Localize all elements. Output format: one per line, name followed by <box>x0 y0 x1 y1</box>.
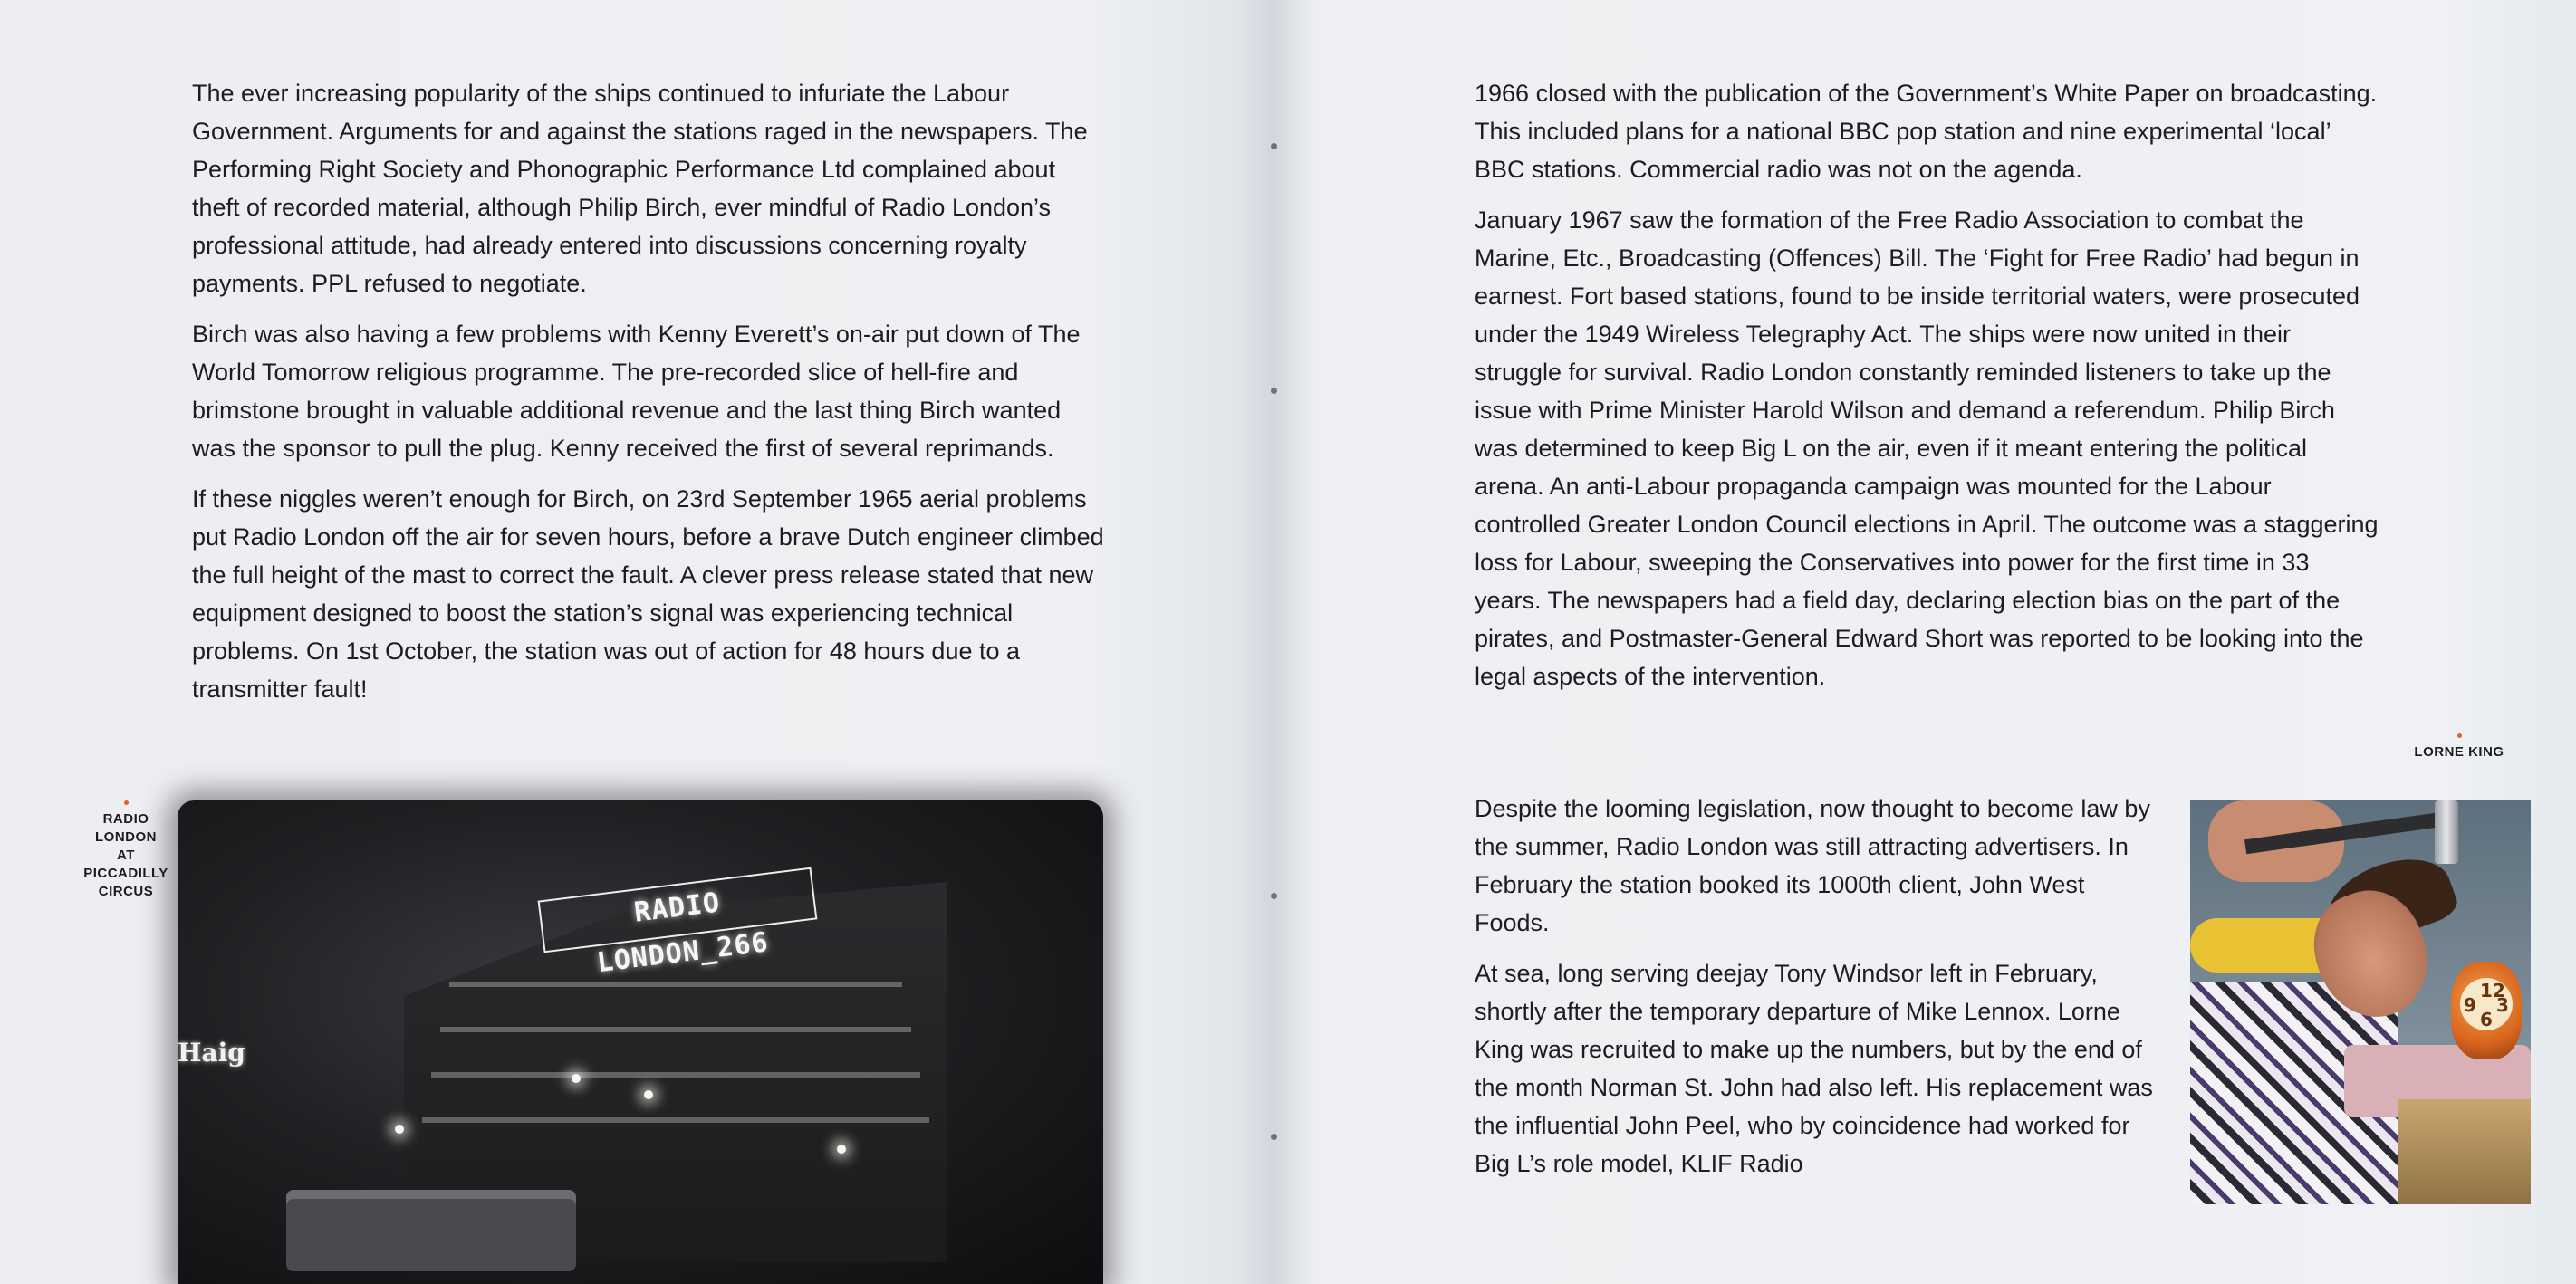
hammer-head-icon <box>2435 800 2458 864</box>
photo-haig-sign: Haig <box>178 1038 245 1068</box>
photo-window-row <box>431 1072 920 1078</box>
alarm-clock-icon <box>2451 962 2522 1059</box>
paragraph: Birch was also having a few problems with Kenny Everett’s on-air put down of The World Tomorrow religious programme. The pre-recorded slice of hell-fire and brimstone brought in valuable additional revenue and the last thing Birch wanted was the sponsor to pull the plug. Kenny received the first of several reprimands. <box>192 321 1081 462</box>
photo-window-row <box>422 1117 929 1123</box>
photo-street-lamp <box>395 1125 404 1134</box>
caption-line: PICCADILLY <box>83 866 168 881</box>
photo-bus <box>286 1190 576 1271</box>
clock-face: 12 3 6 9 <box>2460 978 2513 1030</box>
photo-caption-piccadilly <box>76 800 176 901</box>
binding-staple-icon <box>1271 1134 1277 1140</box>
photo-street-lamp <box>644 1090 653 1099</box>
caption-line: LORNE KING <box>2414 744 2504 760</box>
photo-caption-lorne-king <box>2391 733 2527 762</box>
paragraph: Despite the looming legislation, now thought to become law by the summer, Radio London was still attracting advertisers. In February the station booked its 1000th client, John West Foods. <box>1475 795 2150 936</box>
paragraph: January 1967 saw the formation of the Free Radio Association to combat the Marine, Etc., Broadcasting (Offences) Bill. The ‘Fight for Free Radio’ had begun in earnest. Fort based stations, found to be inside territorial waters, were prosecuted under the 1949 Wireless Telegraphy Act. The ships were now united in their struggle for survival. Radio London constantly reminded listeners to take up the issue with Prime Minister Harold Wilson and demand a referendum. Philip Birch was determined to keep Big L on the air, even if it meant entering the political arena. An anti-Labour propaganda campaign was mounted for the Labour controlled Greater London Council elections in April. The outcome was a staggering loss for Labour, sweeping the Conservatives into power for the first time in 33 years. The newspapers had a field day, declaring election bias on the part of the pirates, and Postmaster-General Edward Short was reported to be looking into the legal aspects of the intervention. <box>1475 206 2379 690</box>
caption-line: CIRCUS <box>98 884 154 899</box>
photo-bed <box>2398 1099 2531 1204</box>
binding-staple-icon <box>1271 143 1277 149</box>
caption-bullet-icon <box>124 800 129 805</box>
paragraph: If these niggles weren’t enough for Birch, on 23rd September 1965 aerial problems put Radio London off the air for seven hours, before a brave Dutch engineer climbed the full height of the mast to correct the fault. A clever press release stated that new equipment designed to boost the station’s signal was experiencing technical problems. On 1st October, the station was out of action for 48 hours due to a transmitter fault! <box>192 485 1104 703</box>
paragraph: At sea, long serving deejay Tony Windsor left in February, shortly after the temporary departure of Mike Lennox. Lorne King was recruited to make up the numbers, but by the end of the month Norman St. John had also left. His replacement was the influential John Peel, who by coincidence had worked for Big L’s role model, KLIF Radio <box>1475 960 2153 1177</box>
binding-staple-icon <box>1271 388 1277 394</box>
right-page-text-top <box>1475 74 2380 708</box>
paragraph: The ever increasing popularity of the ships continued to infuriate the Labour Government. Arguments for and against the stations raged in the newspapers. The Performing Right Society and Phonographic Performance Ltd complained about theft of recorded material, although Philip Birch, ever mindful of Radio London’s professional attitude, had already entered into discussions concerning royalty payments. PPL refused to negotiate. <box>192 80 1088 297</box>
photo-window-row <box>440 1027 911 1032</box>
left-page <box>0 0 1275 1284</box>
photo-neon-sign: RADIO LONDON_266 <box>538 867 818 953</box>
lorne-king-photo <box>2190 800 2531 1204</box>
piccadilly-circus-photo <box>178 800 1103 1284</box>
caption-line: RADIO <box>102 811 149 827</box>
photo-window-row <box>449 982 902 987</box>
right-page-text-bottom <box>1475 790 2156 1195</box>
binding-staple-icon <box>1271 893 1277 899</box>
caption-line: LONDON <box>95 829 157 845</box>
caption-bullet-icon <box>2457 733 2462 738</box>
left-page-text <box>192 74 1107 721</box>
photo-street-lamp <box>837 1145 846 1154</box>
caption-line: AT <box>117 848 135 863</box>
paragraph: 1966 closed with the publication of the Government’s White Paper on broadcasting. This included plans for a national BBC pop station and nine experimental ‘local’ BBC stations. Commercial radio was not on the agenda. <box>1475 80 2378 183</box>
photo-street-lamp <box>572 1074 581 1083</box>
